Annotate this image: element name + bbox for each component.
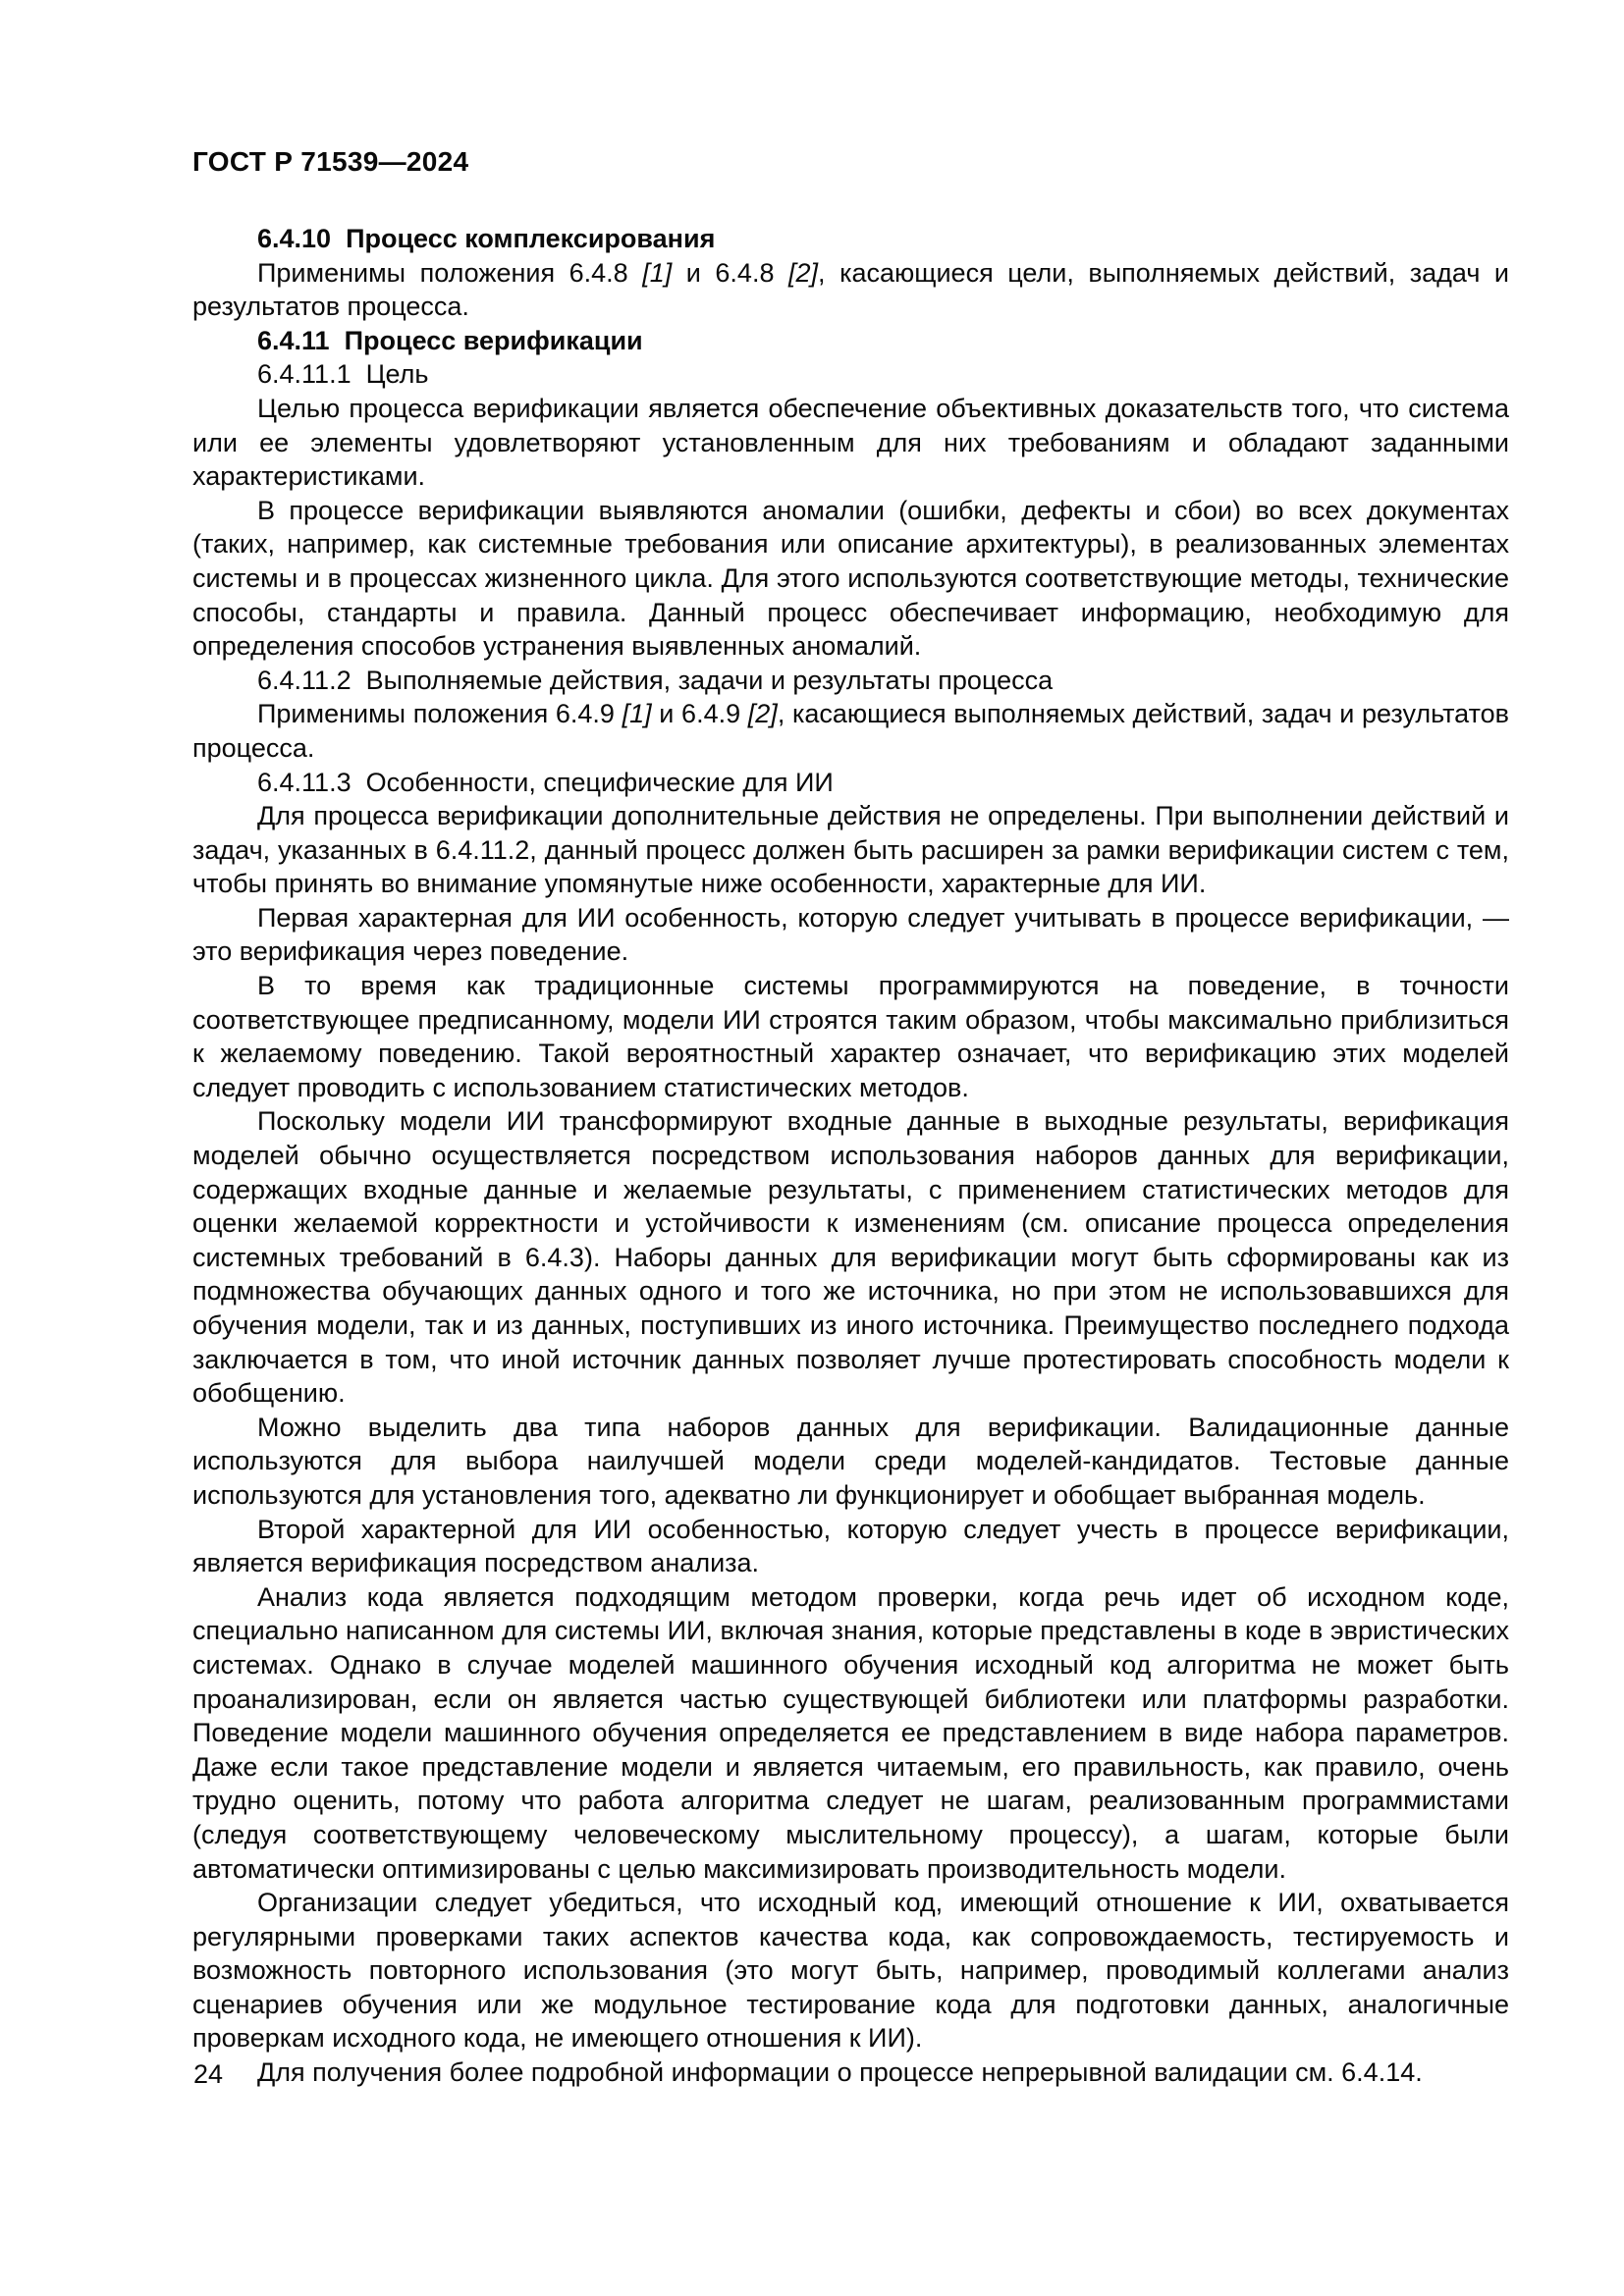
subheading-6-4-11-1: 6.4.11.1 Цель bbox=[257, 359, 429, 390]
paragraph: Для получения более подробной информации о процессе непрерывной валидации см. 6.4.14. bbox=[257, 2057, 1423, 2088]
paragraph: Целью процесса верификации является обеспечение объективных доказательств того, что система или ее элементы удовлетворяют установленным для них требованиям и обладают заданными характеристиками. bbox=[192, 393, 1509, 492]
paragraph: Первая характерная для ИИ особенность, которую следует учитывать в процессе верификации, — это верификация через поведение. bbox=[192, 902, 1509, 967]
document-body bbox=[192, 222, 1509, 2090]
paragraph: Анализ кода является подходящим методом проверки, когда речь идет об исходном коде, специально написанном для системы ИИ, включая знания, которые представлены в коде в эвристических системах. Однако в случае моделей машинного обучения исходный код алгоритма не может быть проанализирован, если он является частью существующей библиотеки или платформы разработки. Поведение модели машинного обучения определяется ее представлением в виде набора параметров. Даже если такое представление модели и является читаемым, его правильность, как правило, очень трудно оценить, потому что работа алгоритма следует не шагам, реализованным программистами (следуя соответствующему человеческому мыслительному процессу), а шагам, которые были автоматически оптимизированы с целью максимизировать производительность модели. bbox=[192, 1581, 1509, 1884]
paragraph: Применимы положения 6.4.8 [1] и 6.4.8 [2], касающиеся цели, выполняемых действий, задач и результатов процесса. bbox=[192, 257, 1510, 322]
paragraph: Второй характерной для ИИ особенностью, которую следует учесть в процессе верификации, является верификация посредством анализа. bbox=[192, 1514, 1509, 1578]
paragraph: Можно выделить два типа наборов данных для верификации. Валидационные данные используются для выбора наилучшей модели среди моделей-кандидатов. Тестовые данные используются для установления того, адекватно ли функционирует и обобщает выбранная модель. bbox=[192, 1412, 1509, 1510]
page-number: 24 bbox=[193, 2059, 224, 2089]
subheading-6-4-11-3: 6.4.11.3 Особенности, специфические для ИИ bbox=[257, 767, 834, 797]
heading-6-4-10: 6.4.10 Процесс комплексирования bbox=[257, 224, 716, 253]
paragraph: Организации следует убедиться, что исходный код, имеющий отношение к ИИ, охватывается регулярными проверками таких аспектов качества кода, как сопровождаемость, тестируемость и возможность повторного использования (это могут быть, например, проводимый коллегами анализ сценариев обучения или же модульное тестирование кода для подготовки данных, аналогичные проверкам исходного кода, не имеющего отношения к ИИ). bbox=[192, 1888, 1509, 2054]
paragraph: В процессе верификации выявляются аномалии (ошибки, дефекты и сбои) во всех документах (таких, например, как системные требования или описание архитектуры), в реализованных элементах системы и в процессах жизненного цикла. Для этого используются соответствующие методы, технические способы, стандарты и правила. Данный процесс обеспечивает информацию, необходимую для определения способов устранения выявленных аномалий. bbox=[192, 495, 1509, 662]
subheading-6-4-11-2: 6.4.11.2 Выполняемые действия, задачи и результаты процесса bbox=[257, 665, 1054, 695]
paragraph: Для процесса верификации дополнительные действия не определены. При выполнении действий и задач, указанных в 6.4.11.2, данный процесс должен быть расширен за рамки верификации систем с тем, чтобы принять во внимание упомянутые ниже особенности, характерные для ИИ. bbox=[192, 801, 1509, 899]
paragraph: Поскольку модели ИИ трансформируют входные данные в выходные результаты, верификация моделей обычно осуществляется посредством использования наборов данных для верификации, содержащих входные данные и желаемые результаты, с применением статистических методов для оценки желаемой корректности и устойчивости к изменениям (см. описание процесса определения системных требований в 6.4.3). Наборы данных для верификации могут быть сформированы как из подмножества обучающих данных одного и того же источника, но при этом не использовавшихся для обучения модели, так и из данных, поступивших из иного источника. Преимущество последнего подхода заключается в том, что иной источник данных позволяет лучше протестировать способность модели к обобщению. bbox=[192, 1106, 1509, 1409]
heading-6-4-11: 6.4.11 Процесс верификации bbox=[257, 325, 643, 355]
paragraph: В то время как традиционные системы программируются на поведение, в точности соответствующее предписанному, модели ИИ строятся таким образом, чтобы максимально приблизиться к желаемому поведению. Такой вероятностный характер означает, что верификацию этих моделей следует проводить с использованием статистических методов. bbox=[192, 971, 1509, 1102]
document-standard-code: ГОСТ Р 71539—2024 bbox=[192, 146, 469, 177]
paragraph: Применимы положения 6.4.9 [1] и 6.4.9 [2], касающиеся выполняемых действий, задач и результатов процесса. bbox=[192, 699, 1510, 763]
